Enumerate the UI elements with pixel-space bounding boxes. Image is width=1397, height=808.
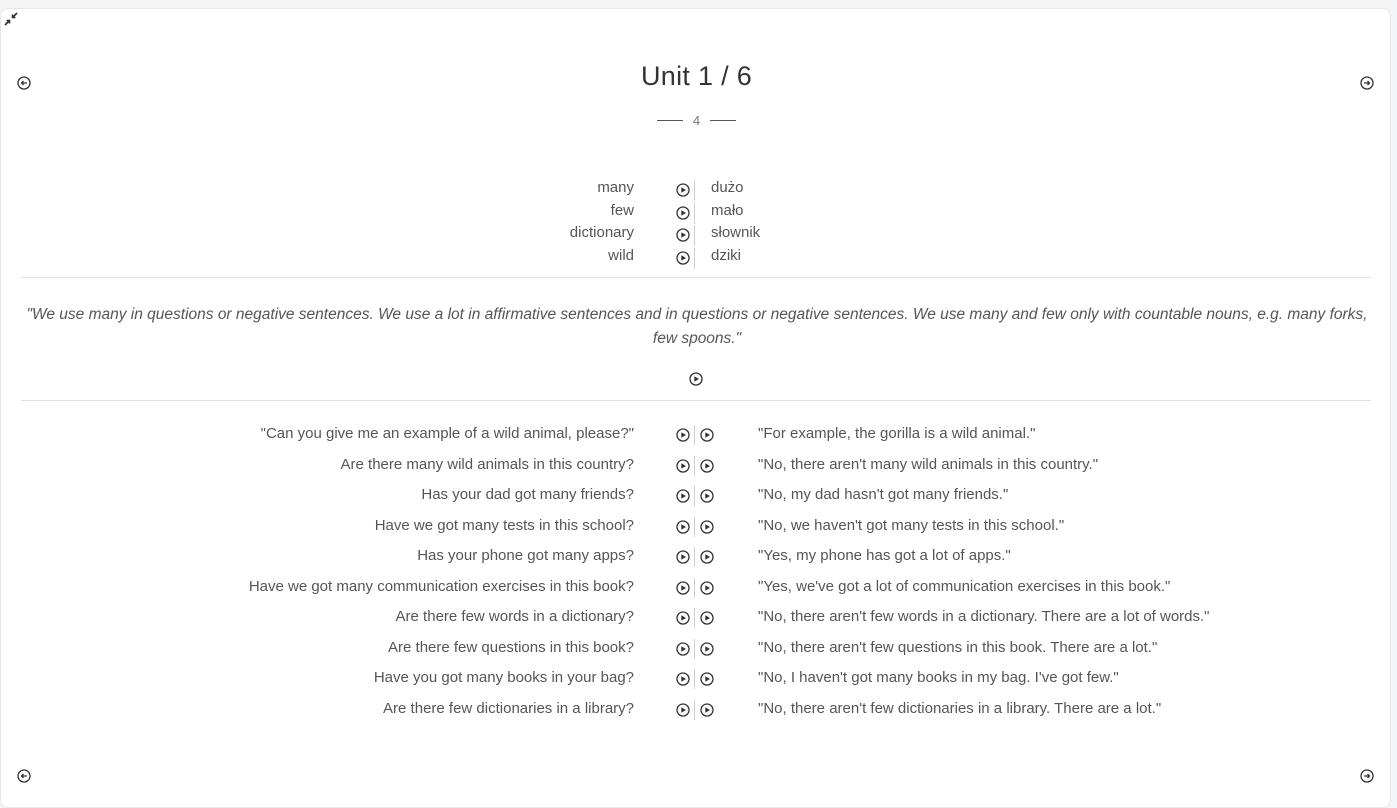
grammar-explanation: "We use many in questions or negative sentences. We use a lot in affirmative sentences and in questions or negative sentences. We use many and few only with countable nouns, e.g. many forks, few spoons." bbox=[26, 306, 1368, 347]
divider bbox=[694, 425, 695, 445]
play-circle-icon bbox=[700, 703, 714, 717]
sentence-row bbox=[1, 639, 1392, 670]
question-text: Have we got many tests in this school? bbox=[374, 516, 634, 534]
answer-text: "No, I haven't got many books in my bag. I've got few." bbox=[758, 669, 1119, 686]
play-circle-icon bbox=[676, 550, 690, 564]
play-circle-icon bbox=[700, 428, 714, 442]
arrow-right-circle-icon bbox=[1360, 769, 1374, 783]
question-text: Are there few questions in this book? bbox=[388, 638, 634, 656]
answer-text: "No, we haven't got many tests in this school." bbox=[758, 516, 1065, 534]
vocab-play-button[interactable] bbox=[676, 228, 690, 242]
vocab-row bbox=[1, 247, 1392, 270]
divider bbox=[694, 669, 695, 689]
answer-play-button[interactable] bbox=[700, 520, 714, 534]
vocab-polish: dużo bbox=[711, 179, 744, 196]
play-circle-icon bbox=[676, 428, 690, 442]
question-play-button[interactable] bbox=[676, 550, 690, 564]
arrow-left-circle-icon bbox=[17, 769, 31, 783]
divider bbox=[694, 517, 695, 537]
lesson-card bbox=[0, 8, 1391, 808]
play-circle-icon bbox=[676, 520, 690, 534]
vocab-polish: dziki bbox=[711, 247, 742, 265]
answer-play-button[interactable] bbox=[700, 459, 714, 473]
play-circle-icon bbox=[689, 372, 703, 386]
play-circle-icon bbox=[700, 672, 714, 686]
question-play-button[interactable] bbox=[676, 611, 690, 625]
divider bbox=[694, 639, 695, 659]
answer-play-button[interactable] bbox=[700, 550, 714, 564]
play-circle-icon bbox=[676, 183, 690, 197]
page-number: 4 bbox=[692, 113, 701, 128]
question-text: Are there many wild animals in this country? bbox=[340, 455, 634, 473]
sentence-row bbox=[1, 456, 1392, 487]
play-circle-icon bbox=[700, 611, 714, 625]
page-indicator bbox=[1, 113, 1392, 128]
play-circle-icon bbox=[676, 703, 690, 717]
divider bbox=[694, 700, 695, 720]
answer-text: "No, there aren't few words in a dictionary. There are a lot of words." bbox=[758, 608, 1210, 625]
vocab-english: dictionary bbox=[569, 224, 634, 242]
question-text: Has your dad got many friends? bbox=[421, 486, 634, 503]
question-play-button[interactable] bbox=[676, 703, 690, 717]
sentence-row bbox=[1, 700, 1392, 731]
next-bottom-button[interactable] bbox=[1360, 769, 1374, 783]
divider bbox=[21, 277, 1371, 278]
answer-text: "No, there aren't few dictionaries in a library. There are a lot." bbox=[758, 699, 1162, 717]
answer-text: "No, there aren't few questions in this book. There are a lot." bbox=[758, 638, 1158, 656]
play-circle-icon bbox=[676, 672, 690, 686]
question-play-button[interactable] bbox=[676, 642, 690, 656]
answer-play-button[interactable] bbox=[700, 611, 714, 625]
question-play-button[interactable] bbox=[676, 459, 690, 473]
explanation-play-button[interactable] bbox=[689, 372, 703, 386]
question-play-button[interactable] bbox=[676, 428, 690, 442]
play-circle-icon bbox=[700, 520, 714, 534]
divider bbox=[694, 248, 695, 269]
play-circle-icon bbox=[700, 459, 714, 473]
answer-play-button[interactable] bbox=[700, 642, 714, 656]
vocab-row bbox=[1, 202, 1392, 225]
divider bbox=[694, 203, 695, 224]
sentence-row bbox=[1, 517, 1392, 548]
answer-play-button[interactable] bbox=[700, 489, 714, 503]
vocabulary-list bbox=[1, 179, 1392, 270]
play-circle-icon bbox=[676, 228, 690, 242]
collapse-arrows-icon[interactable] bbox=[4, 12, 18, 26]
answer-text: "No, there aren't many wild animals in this country." bbox=[758, 455, 1099, 473]
divider bbox=[694, 486, 695, 506]
question-play-button[interactable] bbox=[676, 520, 690, 534]
question-text: Have you got many books in your bag? bbox=[373, 669, 634, 686]
divider bbox=[694, 578, 695, 598]
play-circle-icon bbox=[676, 206, 690, 220]
divider bbox=[694, 456, 695, 476]
play-circle-icon bbox=[700, 489, 714, 503]
vocab-row bbox=[1, 224, 1392, 247]
vocab-play-button[interactable] bbox=[676, 183, 690, 197]
divider bbox=[710, 120, 736, 121]
vocab-play-button[interactable] bbox=[676, 251, 690, 265]
play-circle-icon bbox=[676, 251, 690, 265]
answer-text: "No, my dad hasn't got many friends." bbox=[758, 486, 1009, 503]
play-circle-icon bbox=[676, 581, 690, 595]
play-circle-icon bbox=[700, 581, 714, 595]
divider bbox=[694, 180, 695, 201]
page-title: Unit 1 / 6 bbox=[640, 61, 753, 91]
vocab-row bbox=[1, 179, 1392, 202]
play-circle-icon bbox=[676, 489, 690, 503]
sentence-row bbox=[1, 486, 1392, 517]
play-circle-icon bbox=[700, 550, 714, 564]
divider bbox=[21, 400, 1371, 401]
question-text: "Can you give me an example of a wild animal, please?" bbox=[260, 425, 634, 442]
vocab-play-button[interactable] bbox=[676, 206, 690, 220]
answer-play-button[interactable] bbox=[700, 581, 714, 595]
vocab-english: wild bbox=[608, 247, 634, 265]
vocab-polish: słownik bbox=[711, 224, 761, 242]
sentence-row bbox=[1, 578, 1392, 609]
divider bbox=[657, 120, 683, 121]
vocab-english: few bbox=[610, 201, 634, 219]
question-play-button[interactable] bbox=[676, 581, 690, 595]
play-circle-icon bbox=[700, 642, 714, 656]
answer-text: "For example, the gorilla is a wild animal." bbox=[758, 425, 1036, 442]
answer-play-button[interactable] bbox=[700, 703, 714, 717]
question-text: Has your phone got many apps? bbox=[417, 547, 634, 564]
answer-text: "Yes, we've got a lot of communication exercises in this book." bbox=[758, 577, 1171, 595]
sentence-row bbox=[1, 547, 1392, 578]
sentence-row bbox=[1, 425, 1392, 456]
question-play-button[interactable] bbox=[676, 489, 690, 503]
vocab-english: many bbox=[597, 179, 634, 196]
answer-play-button[interactable] bbox=[700, 428, 714, 442]
play-circle-icon bbox=[676, 611, 690, 625]
question-text: Are there few words in a dictionary? bbox=[395, 608, 634, 625]
play-circle-icon bbox=[676, 642, 690, 656]
question-play-button[interactable] bbox=[676, 672, 690, 686]
play-circle-icon bbox=[676, 459, 690, 473]
question-text: Have we got many communication exercises in this book? bbox=[248, 577, 634, 595]
sentence-row bbox=[1, 669, 1392, 700]
question-text: Are there few dictionaries in a library? bbox=[383, 699, 634, 717]
divider bbox=[694, 547, 695, 567]
divider bbox=[694, 608, 695, 628]
example-sentences-list bbox=[1, 425, 1392, 730]
sentence-row bbox=[1, 608, 1392, 639]
answer-text: "Yes, my phone has got a lot of apps." bbox=[758, 547, 1011, 564]
answer-play-button[interactable] bbox=[700, 672, 714, 686]
vocab-polish: mało bbox=[711, 201, 744, 219]
prev-bottom-button[interactable] bbox=[17, 769, 31, 783]
divider bbox=[694, 225, 695, 246]
